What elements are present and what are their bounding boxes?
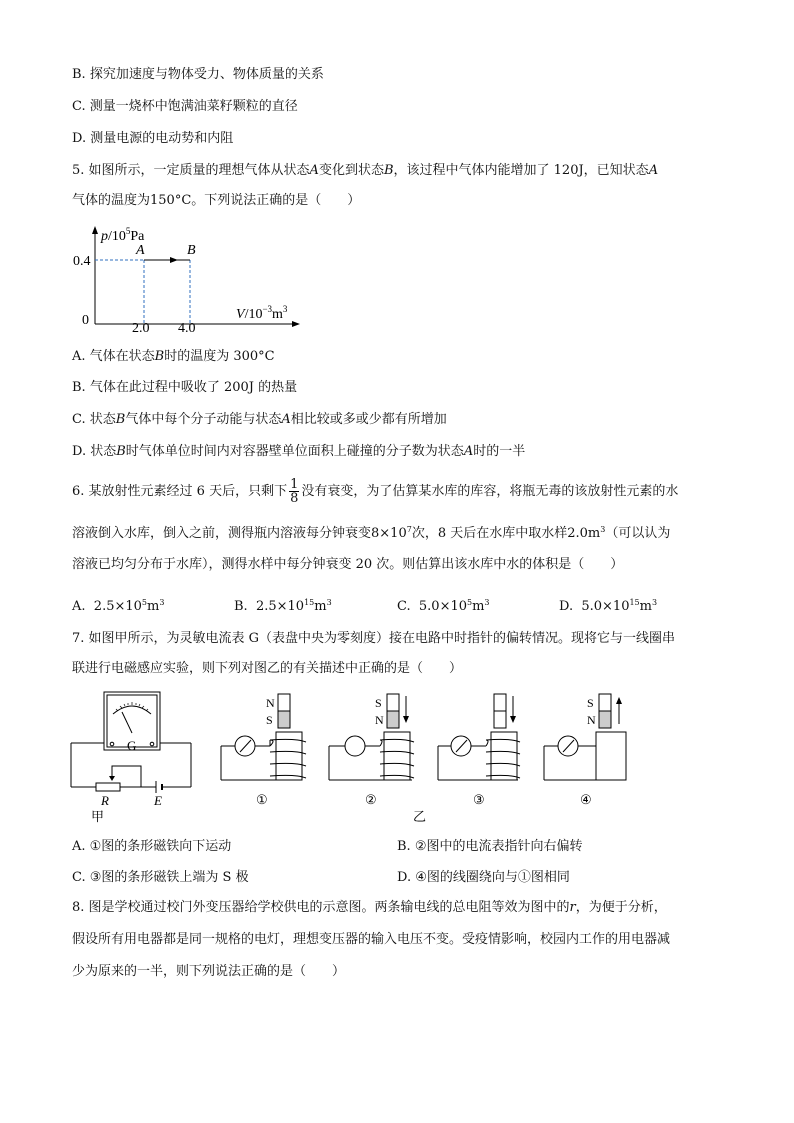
q5-option-c: C. 状态B气体中每个分子动能与状态A相比较或多或少都有所增加 [72, 412, 447, 427]
q8-stem-line1: 8. 图是学校通过校门外变压器给学校供电的示意图。两条输电线的总电阻等效为图中的r，为便于分析， [72, 900, 667, 915]
q5-option-d: D. 状态B时气体单位时间内对容器壁单位面积上碰撞的分子数为状态A时的一半 [72, 444, 526, 459]
q6-option-d: D. $5.0\times 10^{15}m^3$ [559, 598, 658, 614]
label-e: E [154, 793, 162, 808]
option-b-prev: B. 探究加速度与物体受力、物体质量的关系 [72, 67, 324, 82]
q6-option-b: B. $2.5\times 10^{15}m^3$ [234, 598, 332, 614]
v-tick-label-b: 4.0 [178, 321, 196, 336]
fraction-one-eighth: $\frac{1}{8}$ [290, 477, 299, 506]
label-c1: ① [256, 792, 268, 807]
magnet1-n: N [266, 696, 275, 710]
q5-pv-graph [70, 220, 320, 340]
q6-option-a: A. $2.5\times 10^5m^3$ [72, 598, 165, 614]
label-yi: 乙 [413, 809, 427, 824]
p-axis-label: $p/10^5Pa$ [101, 226, 145, 244]
fig-circuit-3 [438, 732, 520, 780]
q7-stem-line2: 联进行电磁感应实验，则下列对图乙的有关描述中正确的是（ ） [72, 661, 463, 676]
magnet2-n: N [375, 713, 384, 727]
magnet2-s: S [375, 696, 382, 710]
q5-option-b: B. 气体在此过程中吸收了 200J 的热量 [72, 380, 298, 395]
q5-stem-line2: 气体的温度为150°C。下列说法正确的是（ ） [72, 193, 361, 208]
label-g: G [127, 738, 137, 753]
point-b-label: B [187, 243, 196, 258]
q6-stem-line3: 溶液已均匀分布于水库），测得水样中每分钟衰变 20 次。则估算出该水库中水的体积是（ ） [72, 557, 624, 572]
q8-stem-line3: 少为原来的一半，则下列说法正确的是（ ） [72, 964, 346, 979]
magnet1-s: S [266, 713, 273, 727]
q7-option-b: B. ②图中的电流表指针向右偏转 [397, 839, 583, 854]
label-c4: ④ [580, 792, 592, 807]
p-tick-label: 0.4 [73, 254, 91, 269]
q8-stem-line2: 假设所有用电器都是同一规格的电灯，理想变压器的输入电压不变。受疫情影响，校园内工作的用电器减 [72, 932, 671, 947]
q5-stem-line1: 5. 如图所示，一定质量的理想气体从状态A变化到状态B，该过程中气体内能增加了 120J，已知状态A [72, 163, 659, 178]
fig-circuit-1 [221, 732, 306, 780]
label-c3: ③ [473, 792, 485, 807]
origin-label: 0 [82, 313, 89, 328]
point-a-label: A [136, 243, 145, 258]
q6-stem-line2: 溶液倒入水库，倒入之前，测得瓶内溶液每分钟衰变$8\times 10^7$次，8 天后在水库中取水样$2.0m^3$（可以认为 [72, 525, 671, 541]
option-d-prev: D. 测量电源的电动势和内阻 [72, 131, 234, 146]
q6-option-c: C. $5.0\times 10^5m^3$ [397, 598, 490, 614]
label-jia: 甲 [91, 809, 105, 824]
option-c-prev: C. 测量一烧杯中饱满油菜籽颗粒的直径 [72, 99, 298, 114]
magnet4-n: N [587, 713, 596, 727]
q7-option-a: A. ①图的条形磁铁向下运动 [72, 839, 232, 854]
magnet4-s: S [587, 696, 594, 710]
fig-circuit-2 [329, 732, 414, 780]
label-c2: ② [365, 792, 377, 807]
v-axis-label: $V/10^{-3}m^3$ [236, 304, 288, 322]
q7-option-c: C. ③图的条形磁铁上端为 S 极 [72, 870, 249, 885]
fig-circuit-4 [544, 732, 626, 780]
v-tick-label-a: 2.0 [132, 321, 150, 336]
label-r: R [101, 793, 109, 808]
q7-option-d: D. ④图的线圈绕向与①图相同 [397, 870, 570, 885]
q7-figure [66, 688, 666, 828]
q5-option-a: A. 气体在状态B时的温度为 300°C [72, 349, 275, 364]
q6-stem-line1: 6. 某放射性元素经过 6 天后，只剩下 $\frac{1}{8}$ 没有衰变，为了估算某水库的库容，将瓶无毒的该放射性元素的水 [72, 477, 679, 506]
q7-stem-line1: 7. 如图甲所示，为灵敏电流表 G（表盘中央为零刻度）接在电路中时指针的偏转情况。现将它与一线圈串 [72, 631, 676, 646]
